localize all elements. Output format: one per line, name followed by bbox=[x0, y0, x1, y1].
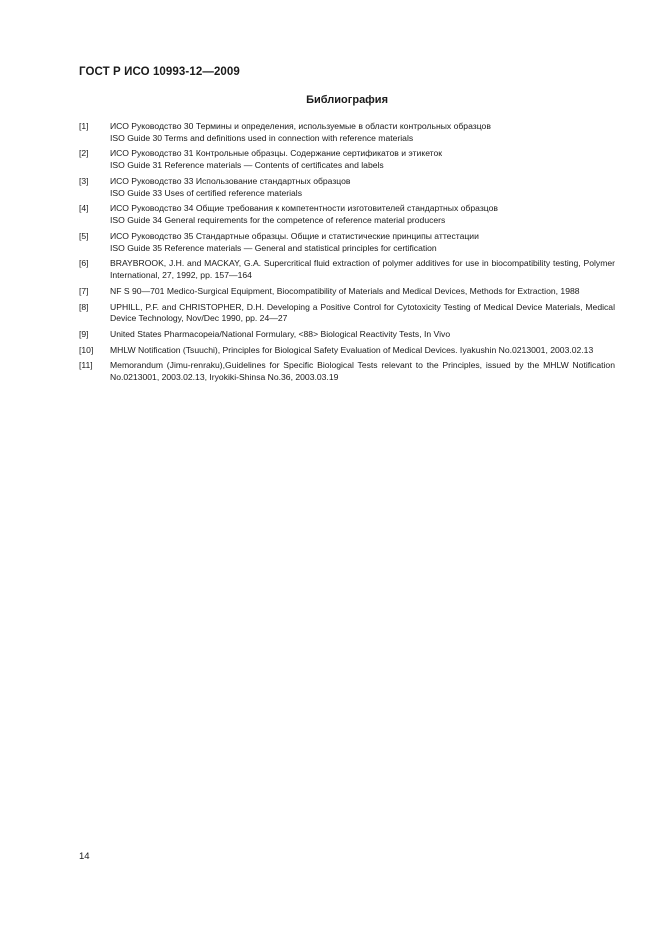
bibliography-item bbox=[79, 302, 615, 326]
reference-line: ИСО Руководство 35 Стандартные образцы. Общие и статистические принципы аттестации bbox=[110, 230, 479, 241]
document-header: ГОСТ Р ИСО 10993-12—2009 bbox=[79, 66, 240, 78]
reference-line: NF S 90—701 Medico-Surgical Equipment, Biocompatibility of Materials and Medical Devices, Methods for Extraction, 1988 bbox=[110, 285, 580, 296]
bibliography-list bbox=[79, 121, 615, 388]
reference-number: [2] bbox=[79, 148, 89, 159]
reference-text bbox=[110, 286, 615, 298]
reference-number: [8] bbox=[79, 301, 89, 312]
bibliography-title: Библиография bbox=[306, 94, 388, 106]
reference-number: [11] bbox=[79, 360, 93, 371]
bibliography-item bbox=[79, 148, 615, 172]
reference-text bbox=[110, 345, 615, 357]
reference-line: ISO Guide 35 Reference materials — General and statistical principles for certification bbox=[110, 242, 437, 253]
reference-line: UPHILL, P.F. and CHRISTOPHER, D.H. Developing a Positive Control for Cytotoxicity Testing of Medical Device Materials, Medical Device Technology, Nov/Dec 1990, pp. 24—27 bbox=[110, 301, 615, 324]
reference-line: ISO Guide 33 Uses of certified reference materials bbox=[110, 187, 303, 198]
reference-text bbox=[110, 121, 615, 145]
reference-number: [10] bbox=[79, 344, 94, 355]
reference-line: ИСО Руководство 30 Термины и определения, используемые в области контрольных образцов bbox=[110, 121, 491, 131]
reference-number: [3] bbox=[79, 175, 89, 186]
reference-line: ISO Guide 34 General requirements for the competence of reference material producers bbox=[110, 215, 446, 226]
reference-number: [9] bbox=[79, 329, 89, 340]
reference-line: ISO Guide 31 Reference materials — Contents of certificates and labels bbox=[110, 160, 384, 171]
reference-line: Memorandum (Jimu-renraku),Guidelines for Specific Biological Tests relevant to the Principles, issued by the MHLW Notification No.0213001, 2003.02.13, Iryokiki-Shinsa No.36, 2003.03.19 bbox=[110, 360, 615, 383]
reference-line: ИСО Руководство 31 Контрольные образцы. Содержание сертификатов и этикеток bbox=[110, 148, 443, 159]
reference-line: ISO Guide 30 Terms and definitions used in connection with reference materials bbox=[110, 132, 414, 143]
bibliography-item bbox=[79, 360, 615, 384]
reference-text bbox=[110, 231, 615, 255]
reference-line: ИСО Руководство 33 Использование стандартных образцов bbox=[110, 175, 351, 186]
reference-number: [7] bbox=[79, 285, 89, 296]
reference-text bbox=[110, 203, 615, 227]
reference-number: [5] bbox=[79, 230, 89, 241]
reference-text bbox=[110, 258, 615, 282]
reference-line: ИСО Руководство 34 Общие требования к компетентности изготовителей стандартных образцов bbox=[110, 203, 498, 214]
bibliography-item bbox=[79, 176, 615, 200]
bibliography-item bbox=[79, 329, 615, 341]
bibliography-item bbox=[79, 203, 615, 227]
reference-text bbox=[110, 302, 615, 326]
reference-number: [1] bbox=[79, 121, 89, 131]
reference-text bbox=[110, 176, 615, 200]
reference-text bbox=[110, 148, 615, 172]
reference-line: BRAYBROOK, J.H. and MACKAY, G.A. Supercritical fluid extraction of polymer additives for use in biocompatibility testing, Polymer International, 27, 1992, pp. 157—164 bbox=[110, 258, 615, 281]
bibliography-item bbox=[79, 286, 615, 298]
reference-text bbox=[110, 329, 615, 341]
bibliography-item bbox=[79, 345, 615, 357]
bibliography-item bbox=[79, 121, 615, 145]
reference-line: United States Pharmacopeia/National Formulary, <88> Biological Reactivity Tests, In Vivo bbox=[110, 329, 451, 340]
bibliography-item bbox=[79, 258, 615, 282]
reference-number: [4] bbox=[79, 203, 89, 214]
section-title-wrapper bbox=[0, 94, 661, 106]
page-number: 14 bbox=[79, 851, 90, 862]
bibliography-item bbox=[79, 231, 615, 255]
reference-text bbox=[110, 360, 615, 384]
reference-number: [6] bbox=[79, 258, 89, 269]
reference-line: MHLW Notification (Tsuuchi), Principles for Biological Safety Evaluation of Medical Devices. Iyakushin No.0213001, 2003.02.13 bbox=[110, 344, 594, 355]
